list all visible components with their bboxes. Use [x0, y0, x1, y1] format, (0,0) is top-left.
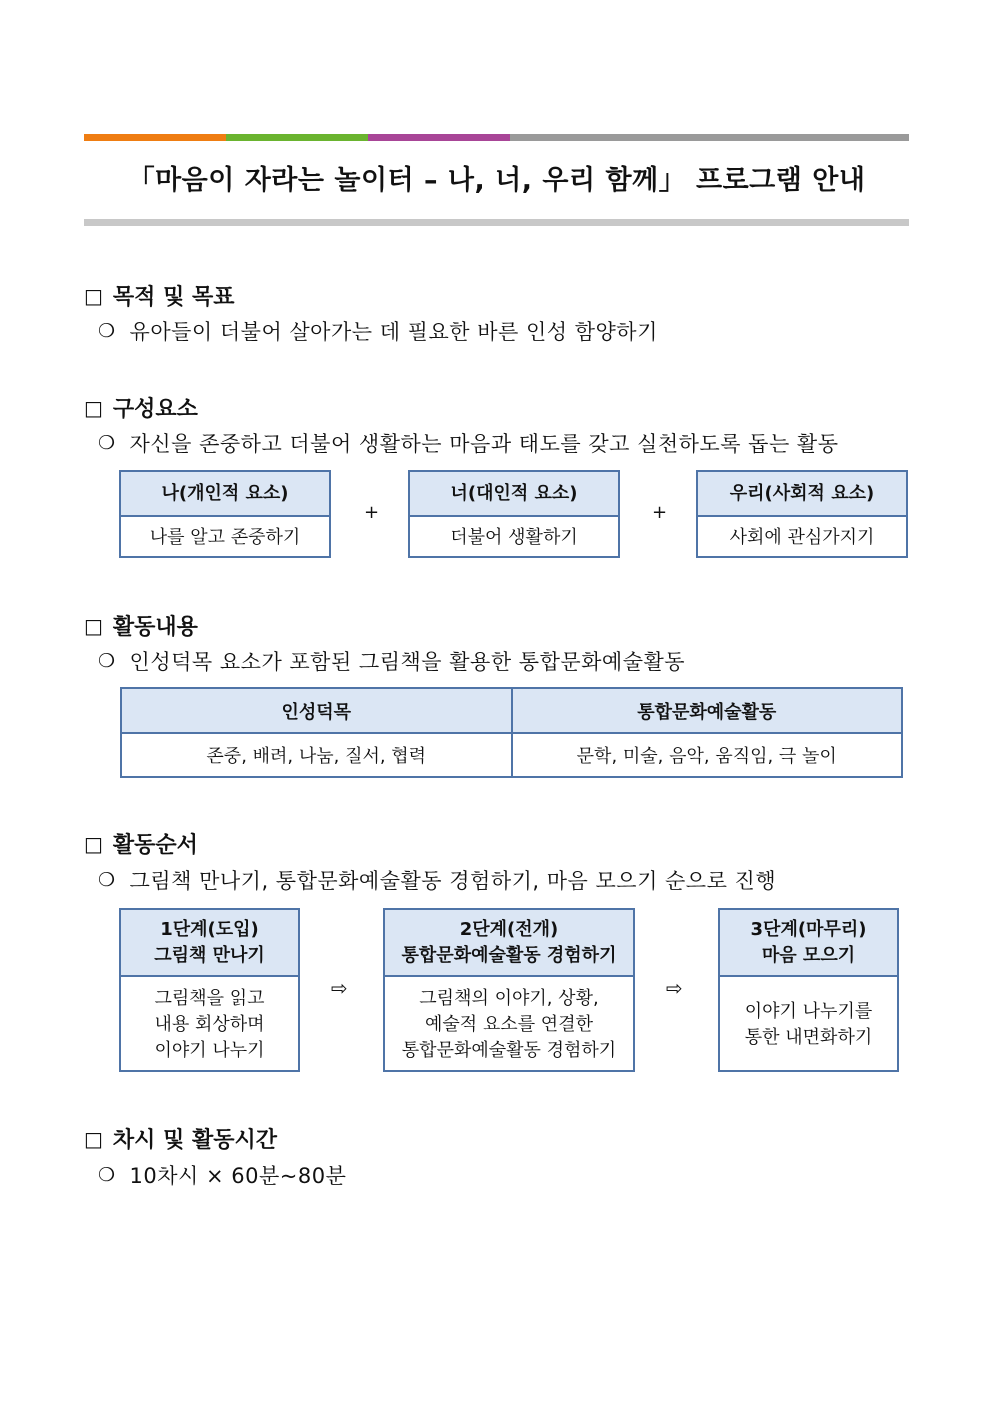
section-heading-sessions — [84, 1123, 277, 1154]
step-body-line: 이야기 나누기 — [154, 1039, 265, 1061]
activity-table — [120, 687, 903, 778]
section-heading-label: 차시 및 활동시간 — [112, 1128, 277, 1153]
arrow-right-icon: ⇨ — [331, 976, 348, 1000]
component-body: 나를 알고 존중하기 — [149, 526, 301, 548]
bar-segment-gray — [510, 134, 909, 141]
component-box-you — [408, 470, 620, 558]
step-body-line: 그림책의 이야기, 상황, — [419, 987, 599, 1009]
component-header: 나(개인적 요소) — [121, 472, 329, 517]
component-body: 사회에 관심가지기 — [729, 526, 875, 548]
step-header-line: 그림책 만나기 — [154, 944, 265, 966]
table-header-row — [121, 688, 902, 733]
bar-segment-orange — [84, 134, 226, 141]
square-bullet-icon: □ — [84, 1126, 103, 1151]
section-heading-content — [84, 610, 198, 641]
step-body-line: 내용 회상하며 — [154, 1013, 265, 1035]
step-body — [720, 977, 897, 1072]
table-row — [121, 733, 902, 777]
bullet-item — [98, 646, 685, 676]
square-bullet-icon: □ — [84, 831, 103, 856]
circle-bullet-icon: ❍ — [98, 432, 116, 454]
component-box-me — [119, 470, 331, 558]
circle-bullet-icon: ❍ — [98, 1164, 116, 1186]
component-header: 너(대인적 요소) — [410, 472, 618, 517]
step-header — [720, 910, 897, 977]
arrow-right-icon: ⇨ — [666, 976, 683, 1000]
bullet-item — [98, 428, 839, 458]
bar-segment-green — [226, 134, 368, 141]
step-body — [385, 977, 633, 1072]
circle-bullet-icon: ❍ — [98, 320, 116, 342]
bullet-text: 인성덕목 요소가 포함된 그림책을 활용한 통합문화예술활동 — [129, 650, 686, 674]
section-heading-order — [84, 828, 198, 859]
step-header-line: 3단계(마무리) — [750, 918, 867, 940]
step-box-2 — [383, 908, 635, 1072]
step-body-line: 그림책을 읽고 — [154, 987, 265, 1009]
component-box-us — [696, 470, 908, 558]
bullet-text: 10차시 × 60분~80분 — [129, 1164, 347, 1188]
step-box-1 — [119, 908, 300, 1072]
circle-bullet-icon: ❍ — [98, 869, 116, 891]
bullet-item — [98, 316, 658, 346]
table-header-cell: 통합문화예술활동 — [512, 688, 903, 733]
page-title: 「마음이 자라는 놀이터 – 나, 너, 우리 함께」 프로그램 안내 — [127, 165, 866, 196]
table-cell: 존중, 배려, 나눔, 질서, 협력 — [121, 733, 512, 777]
plus-icon: + — [652, 502, 668, 523]
square-bullet-icon: □ — [84, 395, 103, 420]
step-header-line: 2단계(전개) — [459, 918, 559, 940]
table-header-cell: 인성덕목 — [121, 688, 512, 733]
table-cell: 문학, 미술, 음악, 움직임, 극 놀이 — [512, 733, 903, 777]
step-body-line: 통합문화예술활동 경험하기 — [401, 1039, 617, 1061]
step-body-line: 이야기 나누기를 — [744, 1000, 873, 1022]
step-header — [385, 910, 633, 977]
step-header — [121, 910, 298, 977]
section-heading-label: 구성요소 — [112, 397, 198, 422]
bullet-item — [98, 865, 776, 895]
section-heading-purpose — [84, 280, 235, 311]
bullet-text: 그림책 만나기, 통합문화예술활동 경험하기, 마음 모으기 순으로 진행 — [129, 869, 777, 893]
bullet-text: 유아들이 더불어 살아가는 데 필요한 바른 인성 함양하기 — [129, 320, 658, 344]
bullet-text: 자신을 존중하고 더불어 생활하는 마음과 태도를 갖고 실천하도록 돕는 활동 — [129, 432, 839, 456]
title-top-bar — [84, 134, 909, 141]
plus-icon: + — [364, 502, 380, 523]
section-heading-label: 목적 및 목표 — [112, 285, 235, 310]
step-box-3 — [718, 908, 899, 1072]
section-heading-components — [84, 392, 198, 423]
square-bullet-icon: □ — [84, 613, 103, 638]
bullet-item — [98, 1160, 346, 1190]
square-bullet-icon: □ — [84, 283, 103, 308]
component-header: 우리(사회적 요소) — [698, 472, 906, 517]
bar-segment-purple — [368, 134, 510, 141]
step-body-line: 통한 내면화하기 — [744, 1026, 873, 1048]
component-body: 더불어 생활하기 — [450, 526, 578, 548]
section-heading-label: 활동내용 — [112, 615, 198, 640]
step-header-line: 마음 모으기 — [761, 944, 856, 966]
step-body-line: 예술적 요소를 연결한 — [425, 1013, 593, 1035]
step-body — [121, 977, 298, 1072]
step-header-line: 1단계(도입) — [160, 918, 259, 940]
section-heading-label: 활동순서 — [112, 833, 198, 858]
circle-bullet-icon: ❍ — [98, 650, 116, 672]
step-header-line: 통합문화예술활동 경험하기 — [401, 944, 617, 966]
title-bottom-bar — [84, 219, 909, 226]
